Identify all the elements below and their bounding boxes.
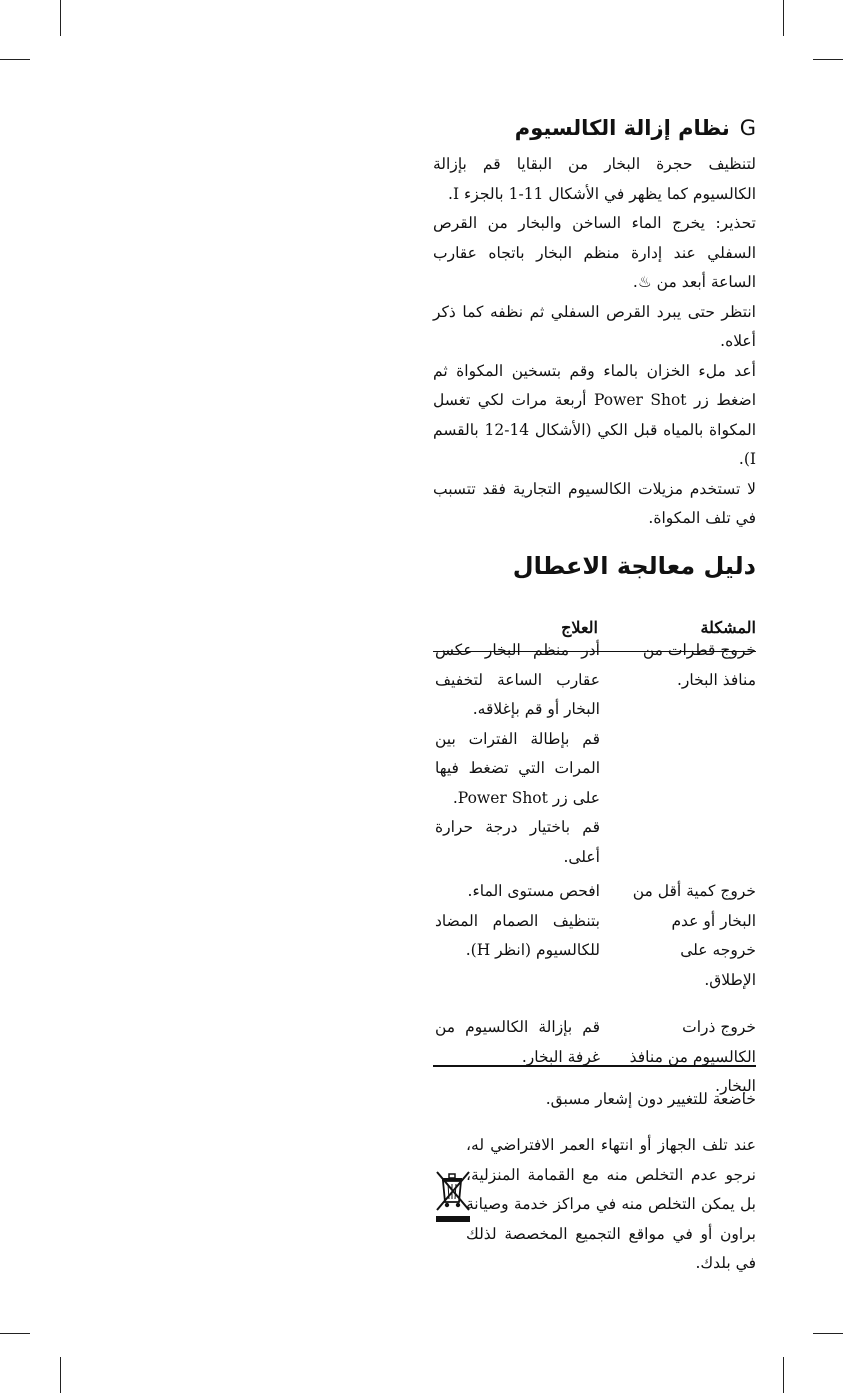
table-row-remedy [435,877,600,966]
table-row-problem: خروج قطرات من منافذ البخار. [642,641,756,689]
troubleshooting-heading: دليل معالجة الاعطال [512,552,756,580]
remedy-item: أدر منظم البخار عكس عقارب الساعة لتخفيف البخار أو قم بإغلاقه. [435,641,600,718]
change-notice: خاضعة للتغيير دون إشعار مسبق. [545,1090,756,1108]
remedy-item: بتنظيف الصمام المضاد للكالسيوم (انظر H). [435,911,600,959]
crop-mark [813,59,843,60]
descale-paragraph: انتظر حتى يبرد القرص السفلي ثم نظفه كما ذكر أعلاه. [433,302,756,351]
crop-mark [783,1357,784,1393]
table-row-problem: خروج ذرات الكالسيوم من منافذ البخار. [629,1018,756,1095]
crop-mark [0,59,30,60]
table-row-problem: خروج كمية أقل من البخار أو عدم خروجه على الإطلاق. [632,882,756,989]
descale-paragraph: لتنظيف حجرة البخار من البقايا قم بإزالة الكالسيوم كما يظهر في الأشكال 11-1 بالجزء I. [433,155,756,203]
table-row-remedy [435,636,600,872]
crossed-out-wheelie-bin-icon [433,1168,473,1224]
remedy-item: افحص مستوى الماء. [467,882,600,900]
remedy-item: قم بإطالة الفترات بين المرات التي تضغط فيها على زر Power Shot. [435,729,600,807]
section-title: نظام إزالة الكالسيوم [514,116,730,140]
table-bottom-rule [433,1065,756,1067]
column-header-problem: المشكلة [700,618,756,637]
descale-section [433,115,756,534]
crop-mark [60,0,61,36]
crop-mark [783,0,784,36]
table-row-remedy [435,1013,600,1072]
section-letter: G [739,116,756,140]
descale-heading [433,115,756,142]
crop-mark [0,1333,30,1334]
crop-mark [813,1333,843,1334]
warning-paragraph: تحذير: يخرج الماء الساخن والبخار من القرص السفلي عند إدارة منظم البخار باتجاه عقارب الساعة أبعد من ♨. [433,214,756,292]
caution-paragraph: لا تستخدم مزيلات الكالسيوم التجارية فقد تتسبب في تلف المكواة. [433,479,756,528]
crop-mark [60,1357,61,1393]
disposal-text: عند تلف الجهاز أو انتهاء العمر الافتراضي له، نرجو عدم التخلص منه مع القمامة المنزلية، بل يمكن التخلص منه في مراكز خدمة وصيانة براون أو في مواقع التجميع المخصصة لذلك في بلدك. [466,1136,756,1272]
column-header-remedy: العلاج [561,618,598,637]
descale-paragraph: أعد ملء الخزان بالماء وقم بتسخين المكواة ثم اضغط زر Power Shot أربعة مرات لكي تغسل المكواة بالمياه قبل الكي (الأشكال 14-12 بالقسم I). [433,361,757,469]
remedy-item: قم باختيار درجة حرارة أعلى. [435,818,600,866]
remedy-item: قم بإزالة الكالسيوم من غرفة البخار. [435,1018,600,1066]
